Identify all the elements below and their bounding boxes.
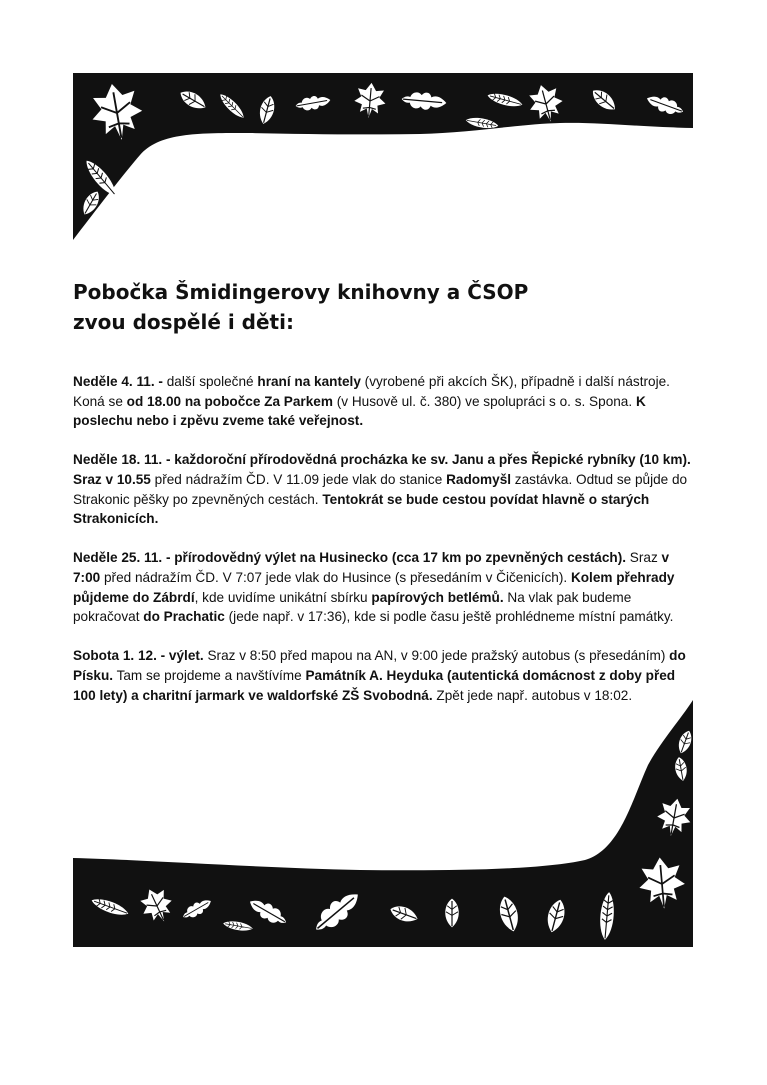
emphasis-text: do Písku. xyxy=(73,648,686,683)
body-text: zastávka. Odtud se půjde do Strakonic pěšky po zpevněných cestách. xyxy=(73,471,688,507)
emphasis-text: Tentokrát se bude cestou povídat hlavně o starých Strakonicích. xyxy=(73,491,650,527)
body-text: (jede např. v 17:36), kde si podle času ještě prohlédneme místní památky. xyxy=(224,609,674,625)
body-text: Sraz v 8:50 před mapou na AN, v 9:00 jede pražský autobus (s přesedáním) xyxy=(203,648,670,664)
body-text: (vyrobené při akcích ŠK), případně i další nástroje. Koná se xyxy=(73,374,670,409)
page-title xyxy=(73,277,693,337)
emphasis-text: K poslechu nebo i zpěvu zveme také veřejnost. xyxy=(73,393,646,429)
body-text: (v Husově ul. č. 380) ve spolupráci s o. s. Spona. xyxy=(332,393,636,409)
emphasis-text: papírových betlémů. xyxy=(371,589,504,605)
leaf-border-top xyxy=(73,73,693,240)
leaf-border-bottom xyxy=(73,700,694,947)
event-paragraph xyxy=(73,646,695,705)
body-text: Sraz xyxy=(626,550,662,566)
body-text: před nádražím ČD. V 11.09 jede vlak do stanice xyxy=(150,471,447,487)
emphasis-text: hraní na kantely xyxy=(257,374,361,389)
emphasis-text: v 7:00 xyxy=(73,550,670,585)
emphasis-text: Radomyšl xyxy=(446,471,512,487)
emphasis-text: Památník A. Heyduka (autentická domácnost z doby před 100 lety) a charitní jarmark ve waldorfské ZŠ Svobodná. xyxy=(73,667,676,703)
emphasis-text: Sobota 1. 12. - výlet. xyxy=(73,648,204,664)
body-text: Na vlak pak budeme pokračovat xyxy=(73,589,632,625)
event-paragraph xyxy=(73,548,695,626)
emphasis-text: od 18.00 na pobočce Za Parkem xyxy=(126,393,333,409)
emphasis-text: Neděle 4. 11. - xyxy=(73,374,163,389)
emphasis-text: Neděle 25. 11. - přírodovědný výlet na Husinecko (cca 17 km po zpevněných cestách). xyxy=(73,550,627,566)
body-text: Tam se projdeme a navštívíme xyxy=(113,667,306,683)
emphasis-text: Kolem přehrady půjdeme do Zábrdí xyxy=(73,569,675,605)
event-list xyxy=(73,372,695,725)
body-text: Zpět jede např. autobus v 18:02. xyxy=(432,687,633,703)
emphasis-text: Neděle 18. 11. - každoroční přírodovědná procházka ke sv. Janu a přes Řepické rybníky (10 km). Sraz v 10.55 xyxy=(73,452,691,487)
title-line-2: zvou dospělé i děti: xyxy=(73,310,294,334)
body-text: další společné xyxy=(162,374,258,389)
emphasis-text: do Prachatic xyxy=(143,609,225,625)
title-line-1: Pobočka Šmidingerovy knihovny a ČSOP xyxy=(73,280,529,304)
event-paragraph xyxy=(73,372,695,431)
body-text: před nádražím ČD. V 7:07 jede vlak do Husince (s přesedáním v Čičenicích). xyxy=(100,569,571,585)
event-paragraph xyxy=(73,450,695,528)
body-text: , kde uvidíme unikátní sbírku xyxy=(194,589,372,605)
